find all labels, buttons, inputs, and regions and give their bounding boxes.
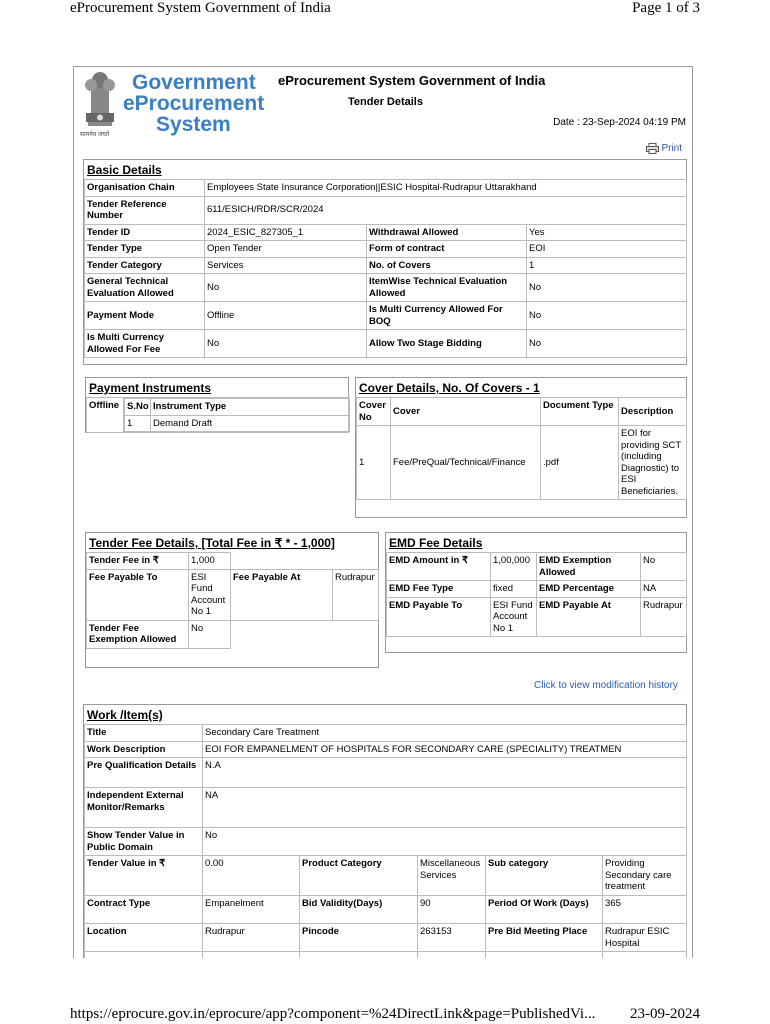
tender-id-value: 2024_ESIC_827305_1 bbox=[205, 224, 367, 241]
site-title: eProcurement System Government of India bbox=[278, 73, 546, 88]
payment-mode-label: Offline bbox=[87, 398, 124, 433]
label: EMD Amount in ₹ bbox=[387, 553, 491, 581]
table-cell bbox=[300, 952, 418, 959]
ite-value: No bbox=[527, 274, 687, 302]
emblem-caption: सत्यमेव जयते bbox=[80, 132, 110, 138]
emd-payable-to-value: ESI Fund Account No 1 bbox=[491, 597, 537, 637]
table-cell bbox=[603, 952, 687, 959]
label: EMD Payable To bbox=[387, 597, 491, 637]
two-stage-value: No bbox=[527, 330, 687, 358]
org-chain-value: Employees State Insurance Corporation||ESIC Hospital-Rudrapur Uttarakhand bbox=[205, 180, 687, 197]
instrument-table bbox=[124, 398, 350, 432]
label: Tender Category bbox=[85, 257, 205, 274]
label: Tender Fee Exemption Allowed bbox=[87, 620, 189, 648]
table-cell: 1 bbox=[357, 426, 391, 500]
pincode-value: 263153 bbox=[418, 924, 486, 952]
label: EMD Percentage bbox=[537, 581, 641, 598]
label: EMD Fee Type bbox=[387, 581, 491, 598]
tender-fee-section bbox=[85, 532, 379, 668]
tender-fee-heading: Tender Fee Details, [Total Fee in ₹ * - 1,000] bbox=[89, 536, 335, 550]
show-value-value: No bbox=[203, 828, 687, 856]
label: Payment Mode bbox=[85, 302, 205, 330]
contract-type-value: Empanelment bbox=[203, 896, 300, 924]
label: Tender Fee in ₹ bbox=[87, 553, 189, 570]
contract-form-value: EOI bbox=[527, 241, 687, 258]
fee-payable-at-value: Rudrapur bbox=[333, 569, 379, 620]
tender-fee-table bbox=[86, 552, 379, 649]
label: Pincode bbox=[300, 924, 418, 952]
basic-details-table bbox=[84, 179, 687, 358]
tender-fee-value: 1,000 bbox=[189, 553, 231, 570]
label: Product Category bbox=[300, 856, 418, 896]
label: Work Description bbox=[85, 741, 203, 758]
label: Organisation Chain bbox=[85, 180, 205, 197]
page-subtitle: Tender Details bbox=[348, 96, 423, 108]
label: Tender ID bbox=[85, 224, 205, 241]
gte-value: No bbox=[205, 274, 367, 302]
emd-fee-heading: EMD Fee Details bbox=[389, 536, 483, 550]
label: EMD Payable At bbox=[537, 597, 641, 637]
label: ItemWise Technical Evaluation Allowed bbox=[367, 274, 527, 302]
product-category-value: Miscellaneous Services bbox=[418, 856, 486, 896]
emd-fee-type-value: fixed bbox=[491, 581, 537, 598]
payment-instruments-heading: Payment Instruments bbox=[89, 381, 212, 395]
label: Period Of Work (Days) bbox=[486, 896, 603, 924]
table-cell bbox=[85, 952, 203, 959]
label: Sub category bbox=[486, 856, 603, 896]
label: Is Multi Currency Allowed For BOQ bbox=[367, 302, 527, 330]
col-cover-no: Cover No bbox=[357, 398, 391, 426]
table-cell bbox=[203, 952, 300, 959]
col-description: Description bbox=[619, 398, 687, 426]
table-cell bbox=[486, 952, 603, 959]
label: Pre Qualification Details bbox=[85, 758, 203, 788]
label: Show Tender Value in Public Domain bbox=[85, 828, 203, 856]
table-cell: Demand Draft bbox=[151, 415, 350, 432]
cover-details-section bbox=[355, 377, 687, 518]
label: Is Multi Currency Allowed For Fee bbox=[85, 330, 205, 358]
work-description-value: EOI FOR EMPANELMENT OF HOSPITALS FOR SECONDARY CARE (SPECIALITY) TREATMEN bbox=[203, 741, 687, 758]
payment-instruments-table bbox=[86, 397, 349, 433]
prequal-value: N.A bbox=[203, 758, 687, 788]
logo-line-3: System bbox=[156, 113, 231, 136]
logo-line-1: Government bbox=[132, 71, 256, 94]
col-instrument-type: Instrument Type bbox=[151, 399, 350, 416]
logo-line-2: eProcurement bbox=[123, 92, 265, 115]
label: Contract Type bbox=[85, 896, 203, 924]
fee-exemption-value: No bbox=[189, 620, 231, 648]
page-header-title: eProcurement System Government of India bbox=[70, 0, 331, 16]
label: Form of contract bbox=[367, 241, 527, 258]
label: Pre Bid Meeting Place bbox=[486, 924, 603, 952]
col-document-type: Document Type bbox=[541, 398, 619, 426]
table-cell: .pdf bbox=[541, 426, 619, 500]
modification-history-link[interactable]: Click to view modification history bbox=[534, 680, 678, 691]
label: Title bbox=[85, 725, 203, 742]
work-items-heading: Work /Item(s) bbox=[87, 708, 163, 722]
multi-currency-boq-value: No bbox=[527, 302, 687, 330]
work-items-table bbox=[84, 724, 687, 958]
tender-ref-value: 611/ESICH/RDR/SCR/2024 bbox=[205, 196, 687, 224]
emd-fee-section bbox=[385, 532, 687, 653]
table-cell: 1 bbox=[125, 415, 151, 432]
emd-amount-value: 1,00,000 bbox=[491, 553, 537, 581]
multi-currency-fee-value: No bbox=[205, 330, 367, 358]
label: Location bbox=[85, 924, 203, 952]
sub-category-value: Providing Secondary care treatment bbox=[603, 856, 687, 896]
footer-url[interactable]: https://eprocure.gov.in/eprocure/app?component=%24DirectLink&page=PublishedVi... bbox=[70, 1006, 596, 1022]
col-cover: Cover bbox=[391, 398, 541, 426]
report-date: Date : 23-Sep-2024 04:19 PM bbox=[553, 117, 686, 128]
cover-details-heading: Cover Details, No. Of Covers - 1 bbox=[359, 381, 540, 395]
label: EMD Exemption Allowed bbox=[537, 553, 641, 581]
tender-type-value: Open Tender bbox=[205, 241, 367, 258]
printer-icon bbox=[646, 143, 659, 154]
payment-instruments-section bbox=[85, 377, 349, 433]
bid-validity-value: 90 bbox=[418, 896, 486, 924]
print-label: Print bbox=[661, 143, 682, 155]
page-number: Page 1 of 3 bbox=[632, 0, 700, 16]
label: No. of Covers bbox=[367, 257, 527, 274]
work-title-value: Secondary Care Treatment bbox=[203, 725, 687, 742]
label: Tender Type bbox=[85, 241, 205, 258]
label: Tender Value in ₹ bbox=[85, 856, 203, 896]
label: Fee Payable To bbox=[87, 569, 189, 620]
table-cell: EOI for providing SCT (including Diagnostic) to ESI Beneficiaries. bbox=[619, 426, 687, 500]
emd-percentage-value: NA bbox=[641, 581, 687, 598]
monitor-value: NA bbox=[203, 788, 687, 828]
cover-details-table bbox=[356, 397, 687, 500]
work-items-section bbox=[83, 704, 687, 958]
gepnic-logo bbox=[76, 69, 264, 143]
emd-fee-table bbox=[386, 552, 687, 637]
period-value: 365 bbox=[603, 896, 687, 924]
table-cell bbox=[418, 952, 486, 959]
payment-mode-value: Offline bbox=[205, 302, 367, 330]
label: Allow Two Stage Bidding bbox=[367, 330, 527, 358]
prebid-place-value: Rudrapur ESIC Hospital bbox=[603, 924, 687, 952]
label: Fee Payable At bbox=[231, 569, 333, 620]
col-sno: S.No bbox=[125, 399, 151, 416]
withdrawal-value: Yes bbox=[527, 224, 687, 241]
emd-payable-at-value: Rudrapur bbox=[641, 597, 687, 637]
label: Bid Validity(Days) bbox=[300, 896, 418, 924]
tender-value-value: 0.00 bbox=[203, 856, 300, 896]
basic-details-heading: Basic Details bbox=[87, 163, 162, 177]
label: Independent External Monitor/Remarks bbox=[85, 788, 203, 828]
tender-category-value: Services bbox=[205, 257, 367, 274]
label: Tender Reference Number bbox=[85, 196, 205, 224]
fee-payable-to-value: ESI Fund Account No 1 bbox=[189, 569, 231, 620]
label: Withdrawal Allowed bbox=[367, 224, 527, 241]
emd-exemption-value: No bbox=[641, 553, 687, 581]
label: General Technical Evaluation Allowed bbox=[85, 274, 205, 302]
location-value: Rudrapur bbox=[203, 924, 300, 952]
print-button[interactable] bbox=[646, 143, 682, 154]
tender-document bbox=[73, 66, 693, 958]
footer-date: 23-09-2024 bbox=[630, 1006, 700, 1022]
basic-details-section bbox=[83, 159, 687, 365]
covers-value: 1 bbox=[527, 257, 687, 274]
table-cell: Fee/PreQual/Technical/Finance bbox=[391, 426, 541, 500]
